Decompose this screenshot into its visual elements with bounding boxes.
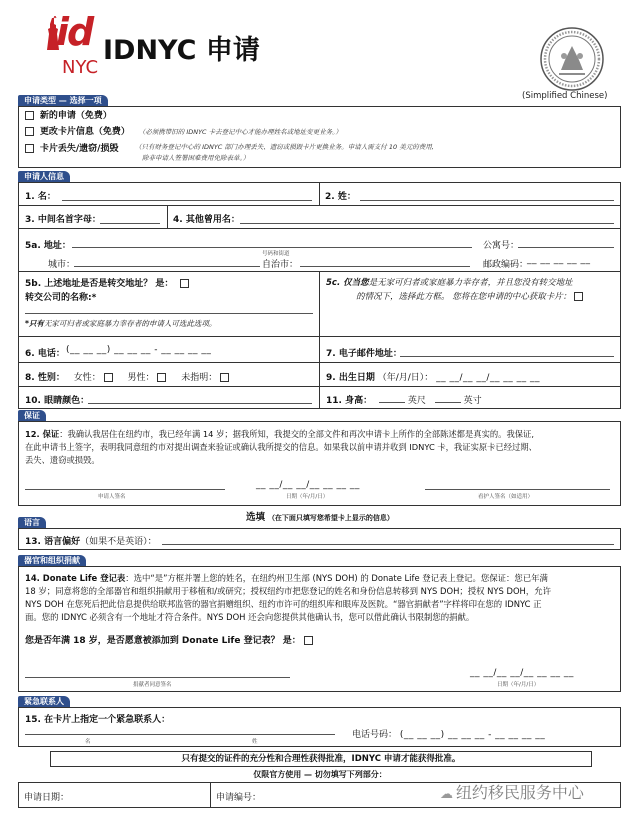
care-of-company-label: 转交公司的名称:*: [25, 293, 97, 303]
unspecified-checkbox[interactable]: [220, 373, 229, 382]
guardian-signature-label: 看护人签名（如适用）: [478, 494, 534, 500]
certification-text-1: [25, 428, 534, 440]
homeless-text-2: 的情况下，选择此方框。 您将在您申请的中心获取卡片：: [356, 292, 572, 302]
change-info-checkbox[interactable]: [25, 127, 34, 136]
female-checkbox[interactable]: [104, 373, 113, 382]
address-field[interactable]: [72, 247, 472, 248]
eye-color-field[interactable]: [88, 403, 312, 404]
emergency-phone-field[interactable]: (__ __ __) __ __ __ - __ __ __ __: [399, 730, 546, 740]
feet-label: 英尺: [407, 396, 426, 406]
section-bar-language: 语言: [18, 517, 46, 528]
height-row: [326, 393, 482, 406]
replacement-checkbox[interactable]: [25, 144, 34, 153]
section-bar-applicant: 申请人信息: [18, 171, 70, 182]
male-label: 男性：: [127, 373, 155, 383]
new-application-checkbox[interactable]: [25, 111, 34, 120]
optional-note: （在下面只填写您希望卡上显示的信息）: [267, 514, 394, 522]
first-name-field[interactable]: [62, 200, 312, 201]
apt-label: 公寓号：: [483, 241, 520, 251]
donor-date-label: 日期（年/月/日）: [497, 682, 540, 688]
application-number-label: 申请编号：: [216, 793, 262, 803]
first-name-label: 1. 名：: [25, 192, 56, 202]
section-bar-certification: 保证: [18, 410, 46, 421]
address-label: 5a. 地址：: [25, 241, 71, 251]
email-field[interactable]: [400, 356, 614, 357]
phone-field[interactable]: (__ __ __) __ __ __ - __ __ __ __: [66, 345, 212, 355]
gender-label: 8. 性别：: [25, 373, 65, 383]
dob-label: 9. 出生日期: [326, 373, 375, 383]
borough-field[interactable]: [300, 266, 470, 267]
option-new-application[interactable]: [25, 108, 112, 121]
donor-signature-label: 捐献者同意签名: [133, 682, 172, 688]
last-name-field[interactable]: [360, 200, 614, 201]
language-field[interactable]: [162, 544, 614, 545]
emergency-first-label: 名: [85, 739, 91, 745]
apt-field[interactable]: [518, 247, 614, 248]
donor-line-4: 面。您的 IDNYC 必须含有一个地址才符合条件。NYS DOH 还会向您提供其他确认书，您可以借此确认书限制您的捐献。: [25, 612, 475, 622]
section-bar-application-type: 申请类型 — 选择一项: [18, 95, 108, 106]
emergency-phone-row: [352, 727, 545, 740]
application-date-label: 申请日期：: [24, 793, 70, 803]
inches-label: 英寸: [463, 396, 482, 406]
logo-nyc-text: NYC: [62, 57, 99, 78]
optional-heading: [0, 509, 640, 523]
homeless-line-2: [356, 290, 583, 302]
city-label: 城市：: [48, 260, 76, 270]
watermark: [440, 780, 584, 803]
idnyc-logo: [40, 10, 100, 82]
option-replace-note-2: 除非申请人签署困难费用免除表单。）: [142, 154, 250, 162]
phone-label: 6. 电话：: [25, 349, 65, 359]
option-change-info[interactable]: [25, 124, 342, 137]
donor-line-3: NYS DOH 在您死后把此信息提供给联邦监管的器官捐赠组织、纽约市许可的组织库和眼库及医院。“器官捐献者”字样将印在您的 IDNYC 正: [25, 599, 542, 609]
option-new-label: 新的申请（免费）: [39, 111, 112, 121]
donor-date-field[interactable]: __ __/__ __/__ __ __ __: [470, 668, 574, 678]
other-names-label: 4. 其他曾用名：: [173, 215, 240, 225]
dob-row: [326, 370, 540, 383]
donor-label: 14. Donate Life 登记表: [25, 573, 126, 583]
approval-notice: 只有提交的证件的充分性和合理性获得批准，IDNYC 申请才能获得批准。: [50, 751, 592, 767]
dob-format: （年/月/日）：: [377, 373, 434, 383]
language-label: 13. 语言偏好: [25, 537, 81, 547]
other-names-field[interactable]: [240, 223, 614, 224]
email-label: 7. 电子邮件地址：: [326, 349, 402, 359]
section-bar-emergency: 紧急联系人: [18, 696, 70, 707]
care-of-checkbox[interactable]: [180, 279, 189, 288]
homeless-text-1: 是无家可归者或家庭暴力幸存者，并且您没有转交地址: [368, 278, 573, 288]
certification-line-3: 丢失、遗窃或损毁。: [25, 455, 100, 465]
unspecified-label: 未指明：: [181, 373, 218, 383]
option-change-label: 更改卡片信息（免费）: [39, 127, 130, 137]
city-field[interactable]: [74, 266, 260, 267]
page-title: IDNYC 申请: [103, 35, 260, 66]
height-label: 11. 身高：: [326, 396, 373, 406]
zip-label: 邮政编码：: [483, 260, 529, 270]
care-of-company-field[interactable]: [25, 313, 313, 314]
care-of-question: [25, 276, 189, 289]
watermark-text: 纽约移民服务中心: [455, 783, 584, 802]
male-checkbox[interactable]: [157, 373, 166, 382]
donor-checkbox[interactable]: [304, 636, 313, 645]
dob-field[interactable]: __ __/__ __/__ __ __ __: [436, 373, 541, 383]
language-note: （如果不是英语）：: [80, 537, 157, 547]
logo-id-text: id: [56, 10, 93, 54]
inches-field[interactable]: [435, 394, 461, 403]
donor-text-1: [25, 572, 548, 584]
donor-signature-field[interactable]: [25, 677, 290, 678]
optional-title: 选填: [246, 512, 266, 523]
last-name-label: 2. 姓：: [325, 192, 356, 202]
option-replace-label: 卡片丢失/遗窃/损毁: [39, 144, 119, 154]
care-of-label: 5b. 上述地址是否是转交地址？ 是：: [25, 279, 174, 289]
house-street-caption: 号码和街道: [262, 251, 290, 257]
emergency-name-field[interactable]: [25, 734, 335, 735]
homeless-checkbox[interactable]: [574, 292, 583, 301]
care-of-note-only: *只有: [25, 319, 44, 328]
option-change-note: （必须携带旧的 IDNYC 卡去登记中心才能办理姓名或地址变更业务。）: [138, 128, 342, 136]
gender-row: [25, 370, 229, 383]
nyc-seal-icon: [539, 26, 605, 92]
language-row: [25, 534, 157, 547]
homeless-label: 5c. 仅当您: [326, 278, 369, 288]
applicant-signature-field[interactable]: [25, 489, 225, 490]
donor-line-2: 18 岁；同意将您的全部器官和组织捐献用于移植和/或研究；授权纽约市把您登记的姓名和身份信息转移到 NYS DOH；授权 NYS DOH，允许: [25, 586, 551, 596]
emergency-last-label: 姓: [252, 739, 258, 745]
homeless-question: [326, 276, 573, 288]
female-label: 女性：: [73, 373, 101, 383]
applicant-signature-label: 申请人签名: [98, 494, 126, 500]
eye-color-label: 10. 眼睛颜色：: [25, 396, 90, 406]
option-replace-note-1: （只有财务登记中心的 IDNYC 部门办理丢失、遗窃或损毁卡片更换业务。申请人需支付 10 美元的费用,: [135, 143, 434, 151]
language-label: (Simplified Chinese): [522, 91, 608, 101]
certification-label: 12. 保证: [25, 429, 60, 439]
care-of-note: [25, 318, 216, 329]
donor-line-1: ：选中“是”方框并署上您的姓名，在纽约州卫生部 (NYS DOH) 的 Donate Life 登记表上登记。您保证：您已年满: [125, 573, 548, 583]
emergency-phone-label: 电话号码：: [352, 730, 398, 740]
certification-line-1: ：我确认我居住在纽约市，我已经年满 14 岁；据我所知，我提交的全部文件和再次申请卡上所作的全部陈述都是真实的。我保证,: [59, 429, 534, 439]
certification-line-2: 在此申请书上签字，表明我同意纽约市对提出调查来验证或确认我所提交的信息。如果我以前申请并收到 IDNYC 卡，我证实原卡已经过期、: [25, 442, 537, 452]
feet-field[interactable]: [379, 394, 405, 403]
middle-initial-label: 3. 中间名首字母：: [25, 215, 101, 225]
certification-date-label: 日期（年/月/日）: [286, 494, 329, 500]
wechat-icon: ☁: [440, 787, 453, 802]
donor-question: [25, 633, 313, 646]
donor-question-text: 您是否年满 18 岁，是否愿意被添加到 Donate Life 登记表？ 是：: [25, 636, 301, 646]
zip-field[interactable]: __ __ __ __ __: [527, 255, 591, 265]
official-use-label: 仅限官方使用 — 切勿填写下列部分：: [253, 770, 387, 779]
option-replacement[interactable]: [25, 141, 118, 154]
certification-date-field[interactable]: __ __/__ __/__ __ __ __: [256, 480, 360, 490]
care-of-note-text: 无家可归者或家庭暴力幸存者的申请人可选此选项。: [43, 319, 217, 328]
borough-label: 自治市：: [262, 260, 299, 270]
middle-initial-field[interactable]: [100, 223, 160, 224]
section-bar-donor: 器官和组织捐献: [18, 555, 86, 566]
emergency-label: 15. 在卡片上指定一个紧急联系人：: [25, 715, 171, 725]
guardian-signature-field[interactable]: [425, 489, 610, 490]
